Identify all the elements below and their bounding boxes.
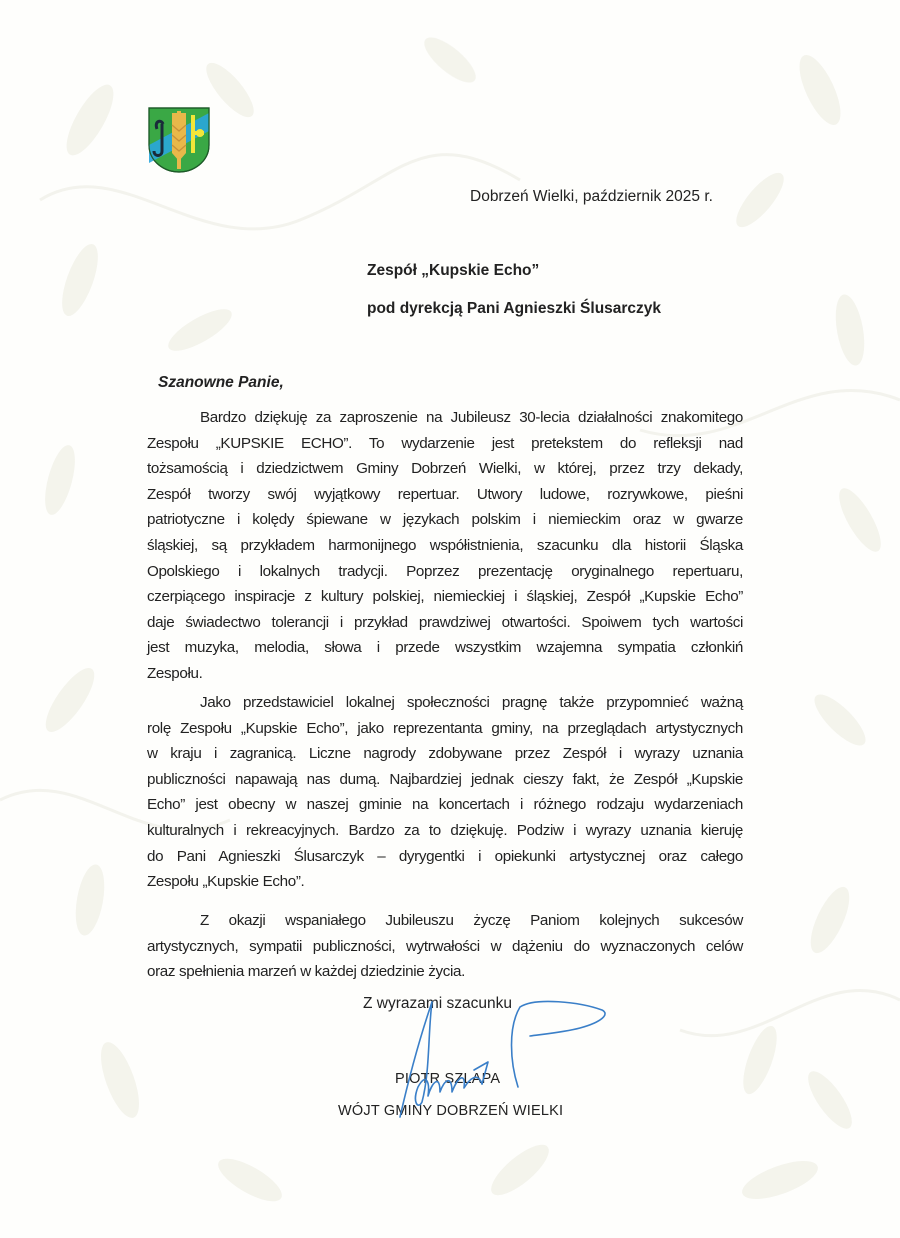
paragraph-2: [147, 690, 743, 895]
paragraph-line: artystycznych, sympatii publiczności, wytrwałości w dążeniu do wyznaczonych celów: [147, 937, 743, 955]
paragraph-line: do Pani Agnieszki Ślusarczyk – dyrygentki i opiekunki artystycznej oraz całego: [147, 847, 743, 865]
paragraph-line: Jako przedstawiciel lokalnej społeczności pragnę także przypomnieć ważną: [200, 694, 743, 711]
paragraph-line: jest muzyka, melodia, słowa i przede wszystkim wzajemna sympatia członkiń: [147, 639, 743, 657]
paragraph-line: patriotyczne i kolędy śpiewane w językach polskim i niemieckim oraz w gwarze: [147, 511, 743, 529]
paragraph-line: kulturalnych i rekreacyjnych. Bardzo za to dziękuję. Podziw i wyrazy uznania kieruję: [147, 821, 743, 839]
municipal-coat-of-arms-icon: [148, 107, 210, 173]
paragraph-line: Z okazji wspaniałego Jubileuszu życzę Paniom kolejnych sukcesów: [200, 912, 743, 929]
paragraph-line: Echo” jest obecny w naszej gminie na koncertach i różnego rodzaju wydarzeniach: [147, 796, 743, 814]
addressee-line-2: pod dyrekcją Pani Agnieszki Ślusarczyk: [367, 300, 662, 317]
paragraph-line: Zespołu „Kupskie Echo”.: [147, 873, 305, 891]
addressee-line-1: Zespół „Kupskie Echo”: [367, 262, 540, 279]
paragraph-line: rolę Zespołu „Kupskie Echo”, jako reprezentanta gminy, na przeglądach artystycznych: [147, 719, 743, 737]
paragraph-1: [147, 405, 743, 687]
paragraph-line: Opolskiego i lokalnych tradycji. Poprzez prezentację oryginalnego repertuaru,: [147, 562, 743, 580]
paragraph-line: czerpiącego inspiracje z kultury polskiej, niemieckiej i śląskiej, Zespół „Kupskie Echo”: [147, 588, 743, 606]
paragraph-line: tożsamością i dziedzictwem Gminy Dobrzeń Wielki, w której, przez trzy dekady,: [147, 460, 743, 478]
paragraph-line: oraz spełnienia marzeń w każdej dziedzinie życia.: [147, 963, 465, 981]
paragraph-3: [147, 908, 743, 985]
paragraph-line: w kraju i zagranicą. Liczne nagrody zdobywane przez Zespół i wyrazy uznania: [147, 745, 743, 763]
dateline: Dobrzeń Wielki, październik 2025 r.: [470, 188, 713, 205]
paragraph-line: Zespołu.: [147, 664, 203, 682]
signer-name: PIOTR SZLAPA: [395, 1071, 501, 1087]
paragraph-line: publiczności napawają nas dumą. Najbardziej jednak cieszy fakt, że Zespół „Kupskie: [147, 770, 743, 788]
paragraph-line: śląskiej, są przykładem harmonijnego współistnienia, szacunku dla historii Śląska: [147, 536, 743, 554]
signer-title: WÓJT GMINY DOBRZEŃ WIELKI: [338, 1103, 564, 1119]
closing-phrase: Z wyrazami szacunku: [363, 995, 513, 1012]
salutation: Szanowne Panie,: [158, 374, 284, 391]
paragraph-line: Bardzo dziękuję za zaproszenie na Jubileusz 30-lecia działalności znakomitego: [200, 409, 743, 426]
paragraph-line: daje świadectwo tolerancji i przykład prawdziwej otwartości. Spoiwem tych wartości: [147, 613, 743, 631]
paragraph-line: Zespołu „KUPSKIE ECHO”. To wydarzenie jest pretekstem do refleksji nad: [147, 434, 743, 452]
paragraph-line: Zespół tworzy swój wyjątkowy repertuar. Utwory ludowe, rozrywkowe, pieśni: [147, 485, 743, 503]
